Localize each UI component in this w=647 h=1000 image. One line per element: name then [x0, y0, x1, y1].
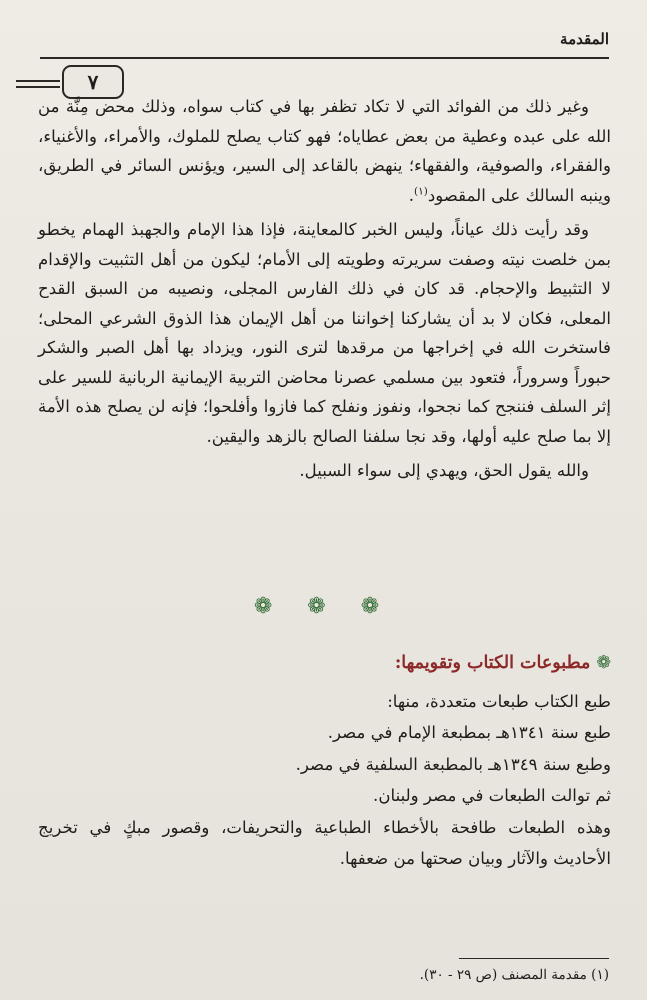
page-number-ornament	[16, 80, 60, 92]
header-rule	[40, 57, 609, 59]
section-line-3: وطبع سنة ١٣٤٩هـ بالمطبعة السلفية في مصر.	[295, 754, 611, 774]
paragraph-1-end: .	[408, 185, 414, 205]
section-heading	[38, 648, 611, 680]
section-line-2: طبع سنة ١٣٤١هـ بمطبعة الإمام في مصر.	[327, 723, 611, 742]
paragraph-3: والله يقول الحق، ويهدي إلى سواء السبيل.	[299, 461, 589, 480]
section-line-4: ثم توالت الطبعات في مصر ولبنان.	[373, 786, 611, 805]
section-heading-text: مطبوعات الكتاب وتقويمها:	[394, 653, 591, 673]
footnote-rule	[459, 958, 609, 959]
flower-ornament-icon: ❁	[596, 653, 611, 673]
footnote-marker: (١)	[413, 184, 428, 197]
section-line-5: وهذه الطبعات طافحة بالأخطاء الطباعية والتحريفات، وقصور مبكٍ في تخريج الأحاديث والآثار وبيان صحتها من ضعفها.	[38, 817, 611, 868]
footnote: (١) مقدمة المصنف (ص ٢٩ - ٣٠).	[419, 967, 609, 983]
section-divider-ornaments: ❁ ❁ ❁	[253, 594, 394, 619]
paragraph-1-text: وغير ذلك من الفوائد التي لا تكاد تظفر بها في كتاب سواه، وذلك محض مِنَّة من الله على عبده وعطية من بعض عطاياه؛ فهو كتاب يصلح للملوك، والأمراء، والأغنياء، والفقراء، والصوفية، والفقهاء؛ ينهض بالقاعد إلى السير، ويؤنس السائر في الطريق، وينبه السالك على المقصود	[38, 97, 611, 205]
page-number: ٧	[62, 65, 124, 99]
editions-section	[38, 648, 611, 875]
body-text	[38, 92, 611, 486]
running-head: المقدمة	[560, 30, 609, 48]
paragraph-2: وقد رأيت ذلك عياناً، وليس الخبر كالمعاينة، فإذا هذا الإمام والجهبذ الهمام يخطو بمن خلصت نيته وصفت سريرته وطويته إلى الأمام؛ ليكون من أهل التثبيت والإقدام لا التثبيط والإحجام. قد كان في ذلك الفارس المجلى، ونصيبه من السبق القدح المعلى، فكان لا بد أن يشاركنا إخواننا من أهل الإيمان هذا الذوق الشرعي المحلى؛ فاستخرت الله في إخراجها من مرقدها لترى النور، ويزداد بها أهل الصبر والشكر حبوراً وسروراً، فتعود بين مسلمي عصرنا محاضن التربية الإيمانية الربانية للسير على إثر السلف فننجح كما نجحوا، ونفوز ونفلح كما فازوا وأفلحوا؛ فإنه لن يصلح هذه الأمة إلا بما صلح عليه أولها، وقد نجا سلفنا الصالح بالزهد واليقين.	[38, 220, 611, 446]
section-line-1: طبع الكتاب طبعات متعددة، منها:	[387, 691, 611, 711]
paragraph-1	[38, 92, 611, 210]
